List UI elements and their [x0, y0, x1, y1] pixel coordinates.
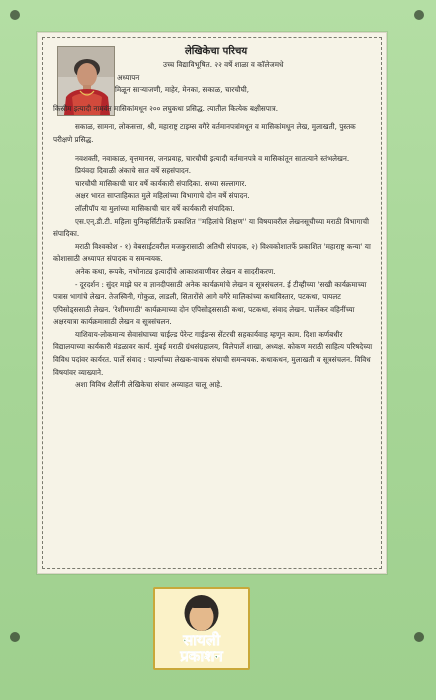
bio-paragraph: अक्षर भारत साप्ताहिकात मुले महिलांच्या विभागाचे दोन वर्षे संपादन. [75, 191, 250, 201]
bio-paragraph: मिळून साऱ्याजणी, माहेर, मेनका, सकाळ, चारचौघी, [115, 85, 250, 95]
registration-mark-top-right [414, 10, 424, 20]
bio-paragraph: मराठी विश्वकोश - १) वेबसाईटवरील मजकुरासाठी अतिथी संपादक, २) विश्वकोशातर्फे प्रकाशित 'महाराष्ट्र कन्या' या कोशासाठी अध्यापत संपादक व समन्वयक. [53, 241, 371, 264]
bio-text [53, 45, 373, 392]
bio-paragraph: अशा विविध शैलींनी लेखिकेचा संचार अव्याहत चालू आहे. [75, 380, 223, 390]
bio-intro-cont: अध्यापन [117, 72, 140, 82]
bio-paragraph: लॉलीपॉप या मुलांच्या मासिकाची चार वर्षे कार्यकारी संपादिका. [75, 203, 235, 213]
registration-mark-mid-left [10, 632, 20, 642]
bio-paragraph: एस.एन्.डी.टी. महिला युनिव्हर्सिटीतर्फे प्रकाशित ''महिलांचे शिक्षण'' या विषयावरील लेखनसूचीच्या मराठी विभागाची संपादिका. [53, 216, 369, 239]
bio-paragraph: नवशक्ती, नवाकाळ, वृत्तमानस, जनप्रवाह, चारचौघी इत्यादी वर्तमानपत्रे व मासिकांतून सातत्याने स्तंभलेखन. [75, 153, 350, 163]
bio-paragraph: अनेक कथा, रूपके, नभोनाट्य इत्यादींचे आकाशवाणीवर लेखन व सादरीकरण. [75, 266, 276, 276]
bio-paragraph: चारचौघी मासिकाची चार वर्षे कार्यकारी संपादिका. सध्या सल्लागार. [75, 178, 247, 188]
bio-paragraph: याशिवाय-लोकमान्य सेवासंघाच्या चाईल्ड पेरेन्ट गाईडन्स सेंटरची सहकार्यवाह म्हणून काम. दिशा कर्णबधीर विद्यालयाच्या कार्यकारी मंडळावर कार्य. मुंबई मराठी ग्रंथसंग्रहालय, विलेपार्ले शाखा, अध्यक्ष. कोकण मराठी साहित्य परिषदेच्या विविध पदांवर कार्यरत. पार्ले संवाद : पार्ल्याच्या लेखक-वाचक संघाची समन्वयक. कथाकथन, मुलाखती व सूत्रसंचलन. विविध विषयांवर व्याख्याने. [53, 329, 373, 377]
registration-mark-top-left [10, 10, 20, 20]
author-bio-panel [37, 32, 387, 574]
bio-title: लेखिकेचा परिचय [185, 46, 248, 57]
bio-paragraph: प्रियंवदा दिवाळी अंकाचे सात वर्षे सहसंपादन. [75, 166, 192, 176]
bio-paragraph: सकाळ, सामना, लोकसत्ता, श्री, महाराष्ट्र टाइम्स वगैरे वर्तमानपत्रांमधून व मासिकांमधून लेख, मुलाखती, पुस्तक परीक्षणे प्रसिद्ध. [53, 122, 356, 144]
bio-paragraph: किस्रीम इत्यादी नामवंत मासिकांमधून २०० लघुकथा प्रसिद्ध. त्यातील कित्येक बक्षीसपात्र. [53, 103, 278, 113]
bio-intro: उच्च विद्याविभूषित. २२ वर्षे शाळा व कॉलेजमधे [163, 60, 284, 69]
publisher-logo-art [155, 589, 248, 668]
publisher-logo [153, 587, 250, 670]
registration-mark-mid-right [414, 632, 424, 642]
publisher-logo-line2: प्रकाशन [180, 647, 223, 665]
publisher-logo-line1: सायली [183, 631, 220, 649]
bio-paragraph: - दूरदर्शन : सुंदर माझे घर व ज्ञानदीपसाठी अनेक कार्यक्रमांचे लेखन व सूत्रसंचलन. ई टीव्हीच्या 'सखी कार्यक्रमाच्या पत्रास भागांचे लेखन. तेजस्विनी, गोकुळ, लाडली, सितारोंसे आगे वगैरे मालिकांच्या कथाविस्तार, पटकथा, पायलट एपिसोड्ससाठी लेखन. 'रेशीमगाठी' कार्यक्रमाच्या दोन एपिसोड्ससाठी कथा, पटकथा, संवाद लेखन. पार्लेकर वहिनींच्या अक्षरयात्रा कार्यक्रमासाठी लेखन व सूत्रसंचलन. [53, 279, 367, 327]
